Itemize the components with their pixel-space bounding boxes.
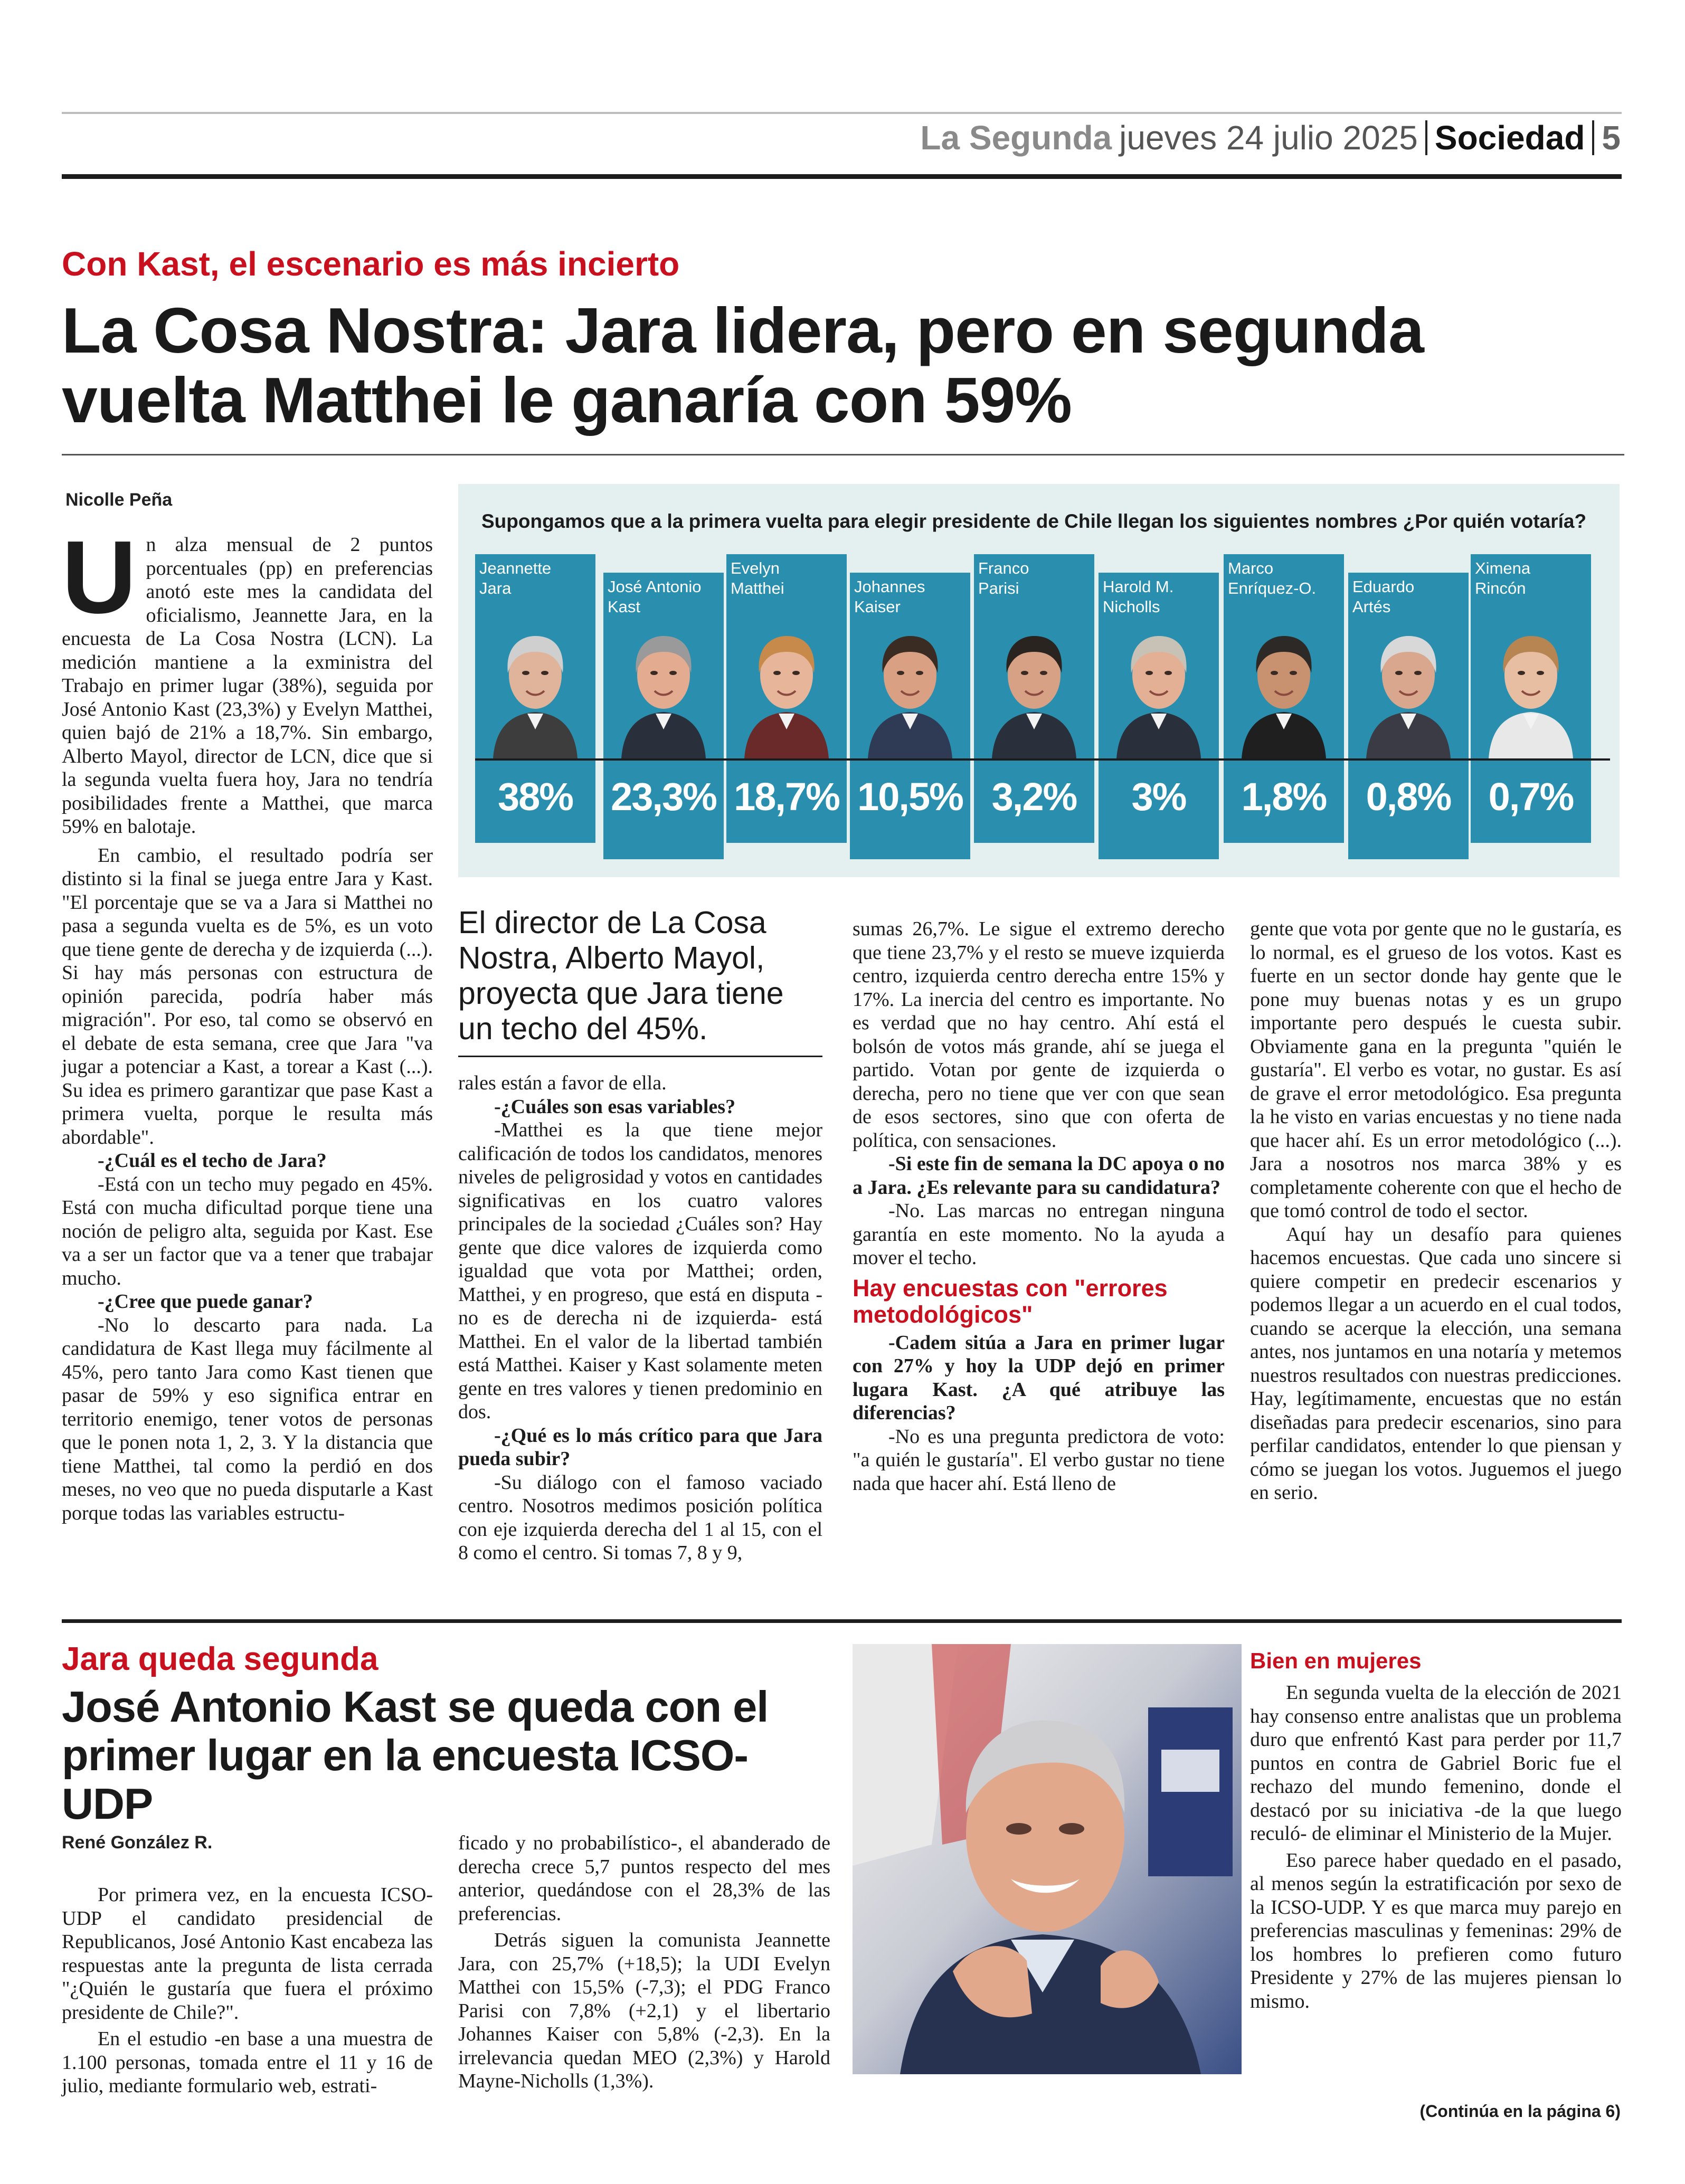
- paragraph: sumas 26,7%. Le sigue el extremo derecho que tiene 23,7% y el resto se mueve izquierda centro, izquierda centro derecha entre 15% y 17%. La inercia del centro es importante. No es verdad que no hay centro. Ahí está el bolsón de votos más grande, ahí se juega el partido. Votan por gente de izquierda o derecha, pero no tiene que ver con que sean de esos sectores, sino que con oferta de política, con sensaciones.: [853, 918, 1225, 1152]
- article1-kicker: Con Kast, el escenario es más incierto: [62, 245, 680, 283]
- candidate-bar: [603, 573, 724, 859]
- pull-quote-rule: [458, 1056, 822, 1057]
- paragraph: En cambio, el resultado podría ser distinto si la final se juega entre Jara y Kast. "El porcentaje que se va a Jara si Matthei no pasa a segunda vuelta es de 5%, es un voto que tiene gente de derecha y de izquierda (...). Si hay más personas con estructura de opinión parecida, podría haber más migración". Por eso, tal como se observó en el debate de esta semana, cree que Jara "va jugar a potenciar a Kast, a torear a Kast (...). Su idea es primero garantizar que pase Kast a primera vuelta, porque le resulta más abordable".: [62, 844, 433, 1148]
- article1-column-1: [62, 519, 433, 1525]
- interview-question: -¿Cuáles son esas variables?: [494, 1095, 736, 1118]
- interview-answer: -No es una pregunta predictora de voto: "a quién le gustaría". El verbo gustar no tiene nada que hacer ahí. Está lleno de: [853, 1425, 1225, 1495]
- candidate-name: Ximena Rincón: [1475, 559, 1531, 597]
- candidate-name: Harold M. Nicholls: [1103, 577, 1174, 616]
- candidate-name: Franco Parisi: [978, 559, 1029, 597]
- masthead-top-rule: [62, 112, 1622, 114]
- candidate-name: José Antonio Kast: [608, 577, 702, 616]
- article2-kicker: Jara queda segunda: [62, 1641, 378, 1677]
- candidate-name: Evelyn Matthei: [731, 559, 784, 597]
- headline-divider: [62, 454, 1624, 455]
- poll-baseline: [475, 758, 1610, 761]
- interview-answer: -No lo descarto para nada. La candidatura de Kast llega muy fácilmente al 45%, pero tanto Jara como Kast tienen que pasar de 59% y eso significa entrar en territorio enemigo, tener votos de personas que le ponen nota 1, 2, 3. Y la distancia que tiene Matthei, tal como la perdió en dos meses, no veo que no pueda disputarle a Kast porque todas las variables estructu-: [62, 1314, 433, 1524]
- candidate-name: Johannes Kaiser: [854, 577, 925, 616]
- candidate-portrait-icon: [742, 616, 831, 758]
- interview-question: -Si este fin de semana la DC apoya o no a Jara. ¿Es relevante para su candidatura?: [853, 1153, 1225, 1199]
- paragraph: rales están a favor de ella.: [458, 1072, 667, 1094]
- article2-column-1: [62, 1883, 433, 2098]
- interview-answer: -No. Las marcas no entregan ninguna garantía en este momento. No la ayuda a mover el techo.: [853, 1200, 1225, 1269]
- article1-byline: Nicolle Peña: [65, 490, 173, 510]
- page-number: 5: [1602, 119, 1621, 157]
- candidate-portrait-icon: [865, 616, 955, 758]
- paragraph: ficado y no probabilístico-, el abanderado de derecha crece 5,7 puntos respecto del mes anterior, quedándose con el 28,3% de las preferencias.: [458, 1832, 830, 1925]
- candidate-portrait-icon: [1114, 616, 1204, 758]
- lead-text: n alza mensual de 2 puntos porcentuales (pp) en preferencias anotó este mes la candidata del oficialismo, Jeannette Jara, en la encuesta de La Cosa Nostra (LCN). La medición mantiene a la exministra del Trabajo en primer lugar (38%), seguida por José Antonio Kast (23,3%) y Evelyn Matthei, quien bajó de 21% a 18,7%. Sin embargo, Alberto Mayol, director de LCN, dice que si la segunda vuelta fuera hoy, Jara no tendría posibilidades frente a Matthei, que marca 59% en balotaje.: [62, 534, 433, 838]
- publication-name: La Segunda: [920, 119, 1112, 157]
- paragraph: En segunda vuelta de la elección de 2021 hay consenso entre analistas que un problema duro que enfrentó Kast para perder por 11,7 puntos en contra de Gabriel Boric fue el rechazo del mundo femenino, donde el destacó por su iniciativa -de la que luego reculó- de eliminar el Ministerio de la Mujer.: [1250, 1682, 1622, 1845]
- candidate-percentage: 0,7%: [1488, 775, 1574, 819]
- interview-question: -¿Cuál es el techo de Jara?: [98, 1150, 327, 1172]
- article-separator: [62, 1619, 1622, 1623]
- candidate-bar: [1099, 573, 1219, 859]
- candidate-bar: [726, 554, 847, 843]
- article1-subhead: Hay encuestas con "errores metodológicos": [853, 1274, 1168, 1328]
- candidate-bar: [1471, 554, 1591, 843]
- poll-question: Supongamos que a la primera vuelta para elegir presidente de Chile llegan los siguientes nombres ¿Por quién votaría?: [481, 510, 1587, 532]
- article1-column-3: [853, 917, 1225, 1495]
- paragraph: Detrás siguen la comunista Jeannette Jara, con 25,7% (+18,5); la UDI Evelyn Matthei con 15,5% (-7,3); el PDG Franco Parisi con 7,8% (+2,1) y el libertario Johannes Kaiser con 5,8% (-2,3). En la irrelevancia quedan MEO (2,3%) y Harold Mayne-Nicholls (1,3%).: [458, 1929, 830, 2092]
- kast-photo: [853, 1644, 1242, 2074]
- article1-column-4: [1250, 917, 1622, 1505]
- candidate-percentage: 1,8%: [1241, 775, 1327, 819]
- masthead-bottom-rule: [62, 174, 1622, 179]
- candidate-bar: [1224, 554, 1344, 843]
- candidate-portrait-icon: [1239, 616, 1329, 758]
- candidate-bar: [475, 554, 595, 843]
- candidate-percentage: 0,8%: [1366, 775, 1451, 819]
- paragraph: En el estudio -en base a una muestra de 1.100 personas, tomada entre el 11 y 16 de julio, mediante formulario web, estrati-: [62, 2028, 433, 2097]
- interview-answer: -Está con un techo muy pegado en 45%. Está con mucha dificultad porque tiene una noción de peligro alta, seguida por Kast. Ese va a ser un factor que va a tener que trabajar mucho.: [62, 1173, 433, 1289]
- candidate-bar: [974, 554, 1094, 843]
- masthead: [920, 117, 1621, 158]
- candidate-name: Marco Enríquez-O.: [1228, 559, 1317, 597]
- candidate-percentage: 23,3%: [611, 775, 716, 819]
- kast-portrait-illustration: [853, 1644, 1242, 2074]
- candidate-bar: [1348, 573, 1469, 859]
- candidate-portrait-icon: [1486, 616, 1576, 758]
- masthead-divider: [1592, 120, 1594, 155]
- paragraph: gente que vota por gente que no le gustaría, es lo normal, es el grueso de los votos. Kast es fuerte en un sector donde hay gente que le pone muy buenas notas y es un grupo importante pero después le cuesta subir. Obviamente gana en la pregunta "quién le gustaría". El verbo es votar, no gustar. Es así de grave el error metodológico. Esa pregunta la he visto en varias encuestas y no tiene nada que hacer ahí. Es un error metodológico (...). Jara a nosotros nos marca 38% y es completamente coherente con que el hecho de que tomó control de todo el sector.: [1250, 918, 1622, 1222]
- candidate-portrait-icon: [619, 616, 708, 758]
- candidate-portrait-icon: [989, 616, 1079, 758]
- publication-date: jueves 24 julio 2025: [1119, 119, 1418, 157]
- candidate-percentage: 3%: [1131, 775, 1186, 819]
- candidate-portrait-icon: [1364, 616, 1453, 758]
- article1-headline-line1: La Cosa Nostra: Jara lidera, pero en segunda: [62, 295, 1424, 366]
- article2-headline-line2: primer lugar en la encuesta ICSO-UDP: [62, 1731, 749, 1828]
- interview-answer: -Su diálogo con el famoso vaciado centro. Nosotros medimos posición política con eje izquierda derecha del 1 al 15, con el 8 como el centro. Si tomas 7, 8 y 9,: [458, 1471, 822, 1564]
- candidate-percentage: 3,2%: [991, 775, 1077, 819]
- paragraph: Por primera vez, en la encuesta ICSO-UDP el candidato presidencial de Republicanos, José Antonio Kast encabeza las respuestas ante la pregunta de lista cerrada "¿Quién le gustaría que fuera el próximo presidente de Chile?".: [62, 1884, 433, 2024]
- candidate-name: Jeannette Jara: [479, 559, 552, 597]
- masthead-divider: [1425, 120, 1427, 155]
- candidate-percentage: 10,5%: [857, 775, 963, 819]
- article1-headline-line2: vuelta Matthei le ganaría con 59%: [62, 364, 1072, 436]
- interview-question: -Cadem sitúa a Jara en primer lugar con 27% y hoy la UDP dejó en primer lugara Kast. ¿A qué atribuye las diferencias?: [853, 1331, 1225, 1424]
- interview-answer: -Matthei es la que tiene mejor calificación de todos los candidatos, menores niveles de peligrosidad y votos en cantidades significativas en los cuatro valores principales de la sociedad ¿Cuáles son? Hay gente que dice valores de izquierda como igualdad que vota por Matthei; orden, Matthei, y en progreso, que está en disputa -no es de derecha ni de izquierda- está Matthei. En el valor de la libertad también está Matthei. Kaiser y Kast solamente meten gente en tres valores y tienen predominio en dos.: [458, 1119, 822, 1423]
- article1-lead-paragraph: [62, 519, 433, 839]
- candidate-percentage: 18,7%: [734, 775, 839, 819]
- article1-headline: [62, 296, 1624, 435]
- continued-notice: (Continúa en la página 6): [1419, 2102, 1621, 2121]
- article2-column-2: [458, 1831, 830, 2093]
- article2-byline: René González R.: [62, 1832, 213, 1853]
- article2-sidebar-column: [1250, 1681, 1622, 2013]
- candidate-bar: [850, 573, 970, 859]
- article2-headline-line1: José Antonio Kast se queda con el: [62, 1682, 769, 1731]
- interview-question: -¿Cree que puede ganar?: [98, 1290, 313, 1313]
- candidate-portrait-icon: [490, 616, 580, 758]
- pull-quote: El director de La Cosa Nostra, Alberto Mayol, proyecta que Jara tiene un techo del 45%.: [458, 905, 784, 1046]
- candidate-name: Eduardo Artés: [1352, 577, 1415, 616]
- article2-headline: [62, 1683, 838, 1828]
- paragraph: Aquí hay un desafío para quienes hacemos encuestas. Que cada uno sincere si quiere competir en predecir escenarios y podemos llegar a un acuerdo en el cual todos, cuando se acerque la elección, una semana antes, nos juntamos en una notaría y metemos nuestros resultados con nuestras predicciones. Hay, legítimamente, encuestas que no están diseñadas para predecir escenarios, sino para perfilar candidatos, entender lo que piensan y cómo se juegan los votos. Juguemos el juego en serio.: [1250, 1223, 1622, 1504]
- section-name: Sociedad: [1434, 119, 1585, 157]
- candidate-percentage: 38%: [497, 775, 573, 819]
- interview-question: -¿Qué es lo más crítico para que Jara pueda subir?: [458, 1424, 822, 1470]
- article1-column-2: [458, 1071, 822, 1565]
- paragraph: Eso parece haber quedado en el pasado, al menos según la estratificación por sexo de la ICSO-UDP. Y es que marca muy parejo en preferencias masculinas y femeninas: 29% de los hombres lo prefieren como futuro Presidente y 27% de las mujeres piensan lo mismo.: [1250, 1849, 1622, 2012]
- dropcap: U: [62, 519, 137, 635]
- sidebar-subhead: Bien en mujeres: [1250, 1648, 1422, 1673]
